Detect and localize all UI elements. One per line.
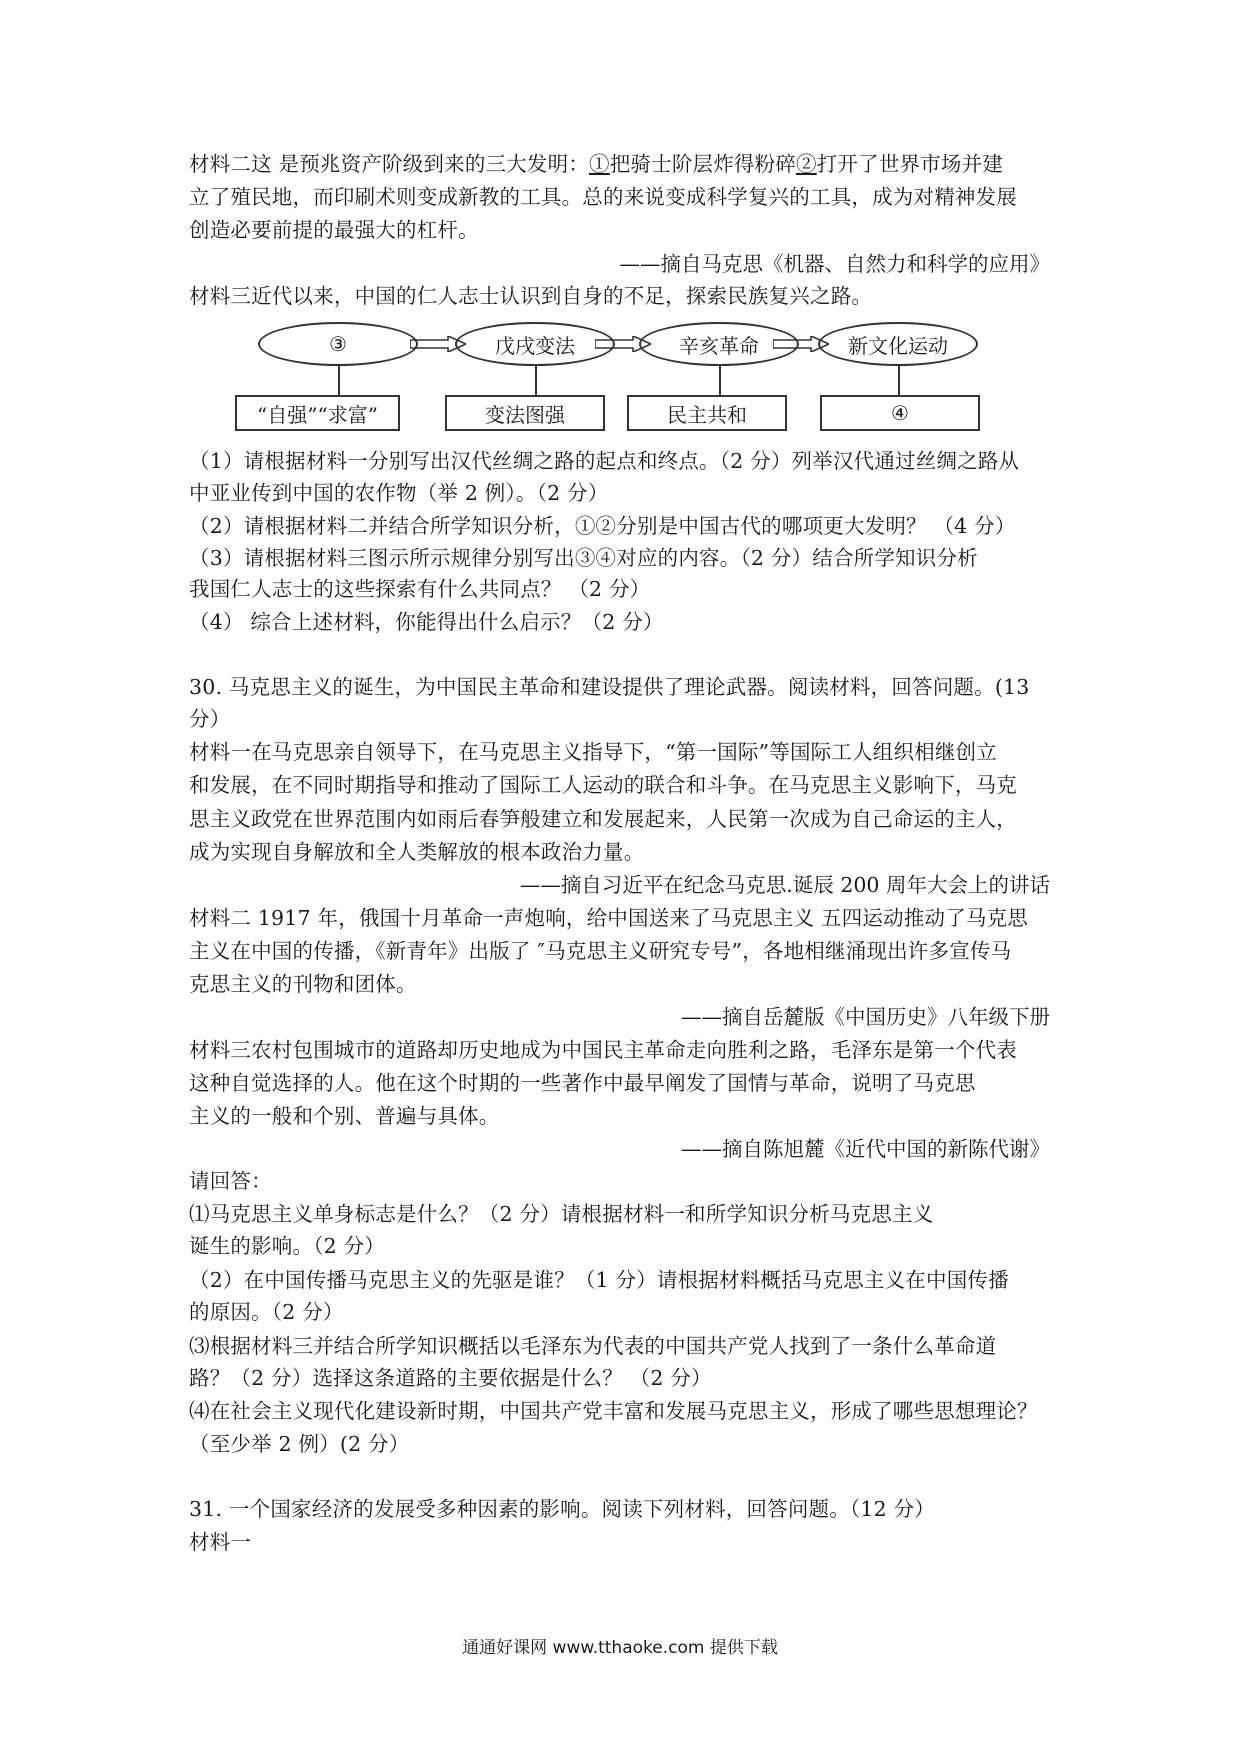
diagram-box-3: 民主共和 — [627, 395, 787, 431]
arrow-right-icon — [773, 336, 829, 352]
q30-material1-line2: 和发展，在不同时期指导和推动了国际工人运动的联合和斗争。在马克思主义影响下，马克 — [189, 773, 1017, 797]
diagram-connector — [898, 366, 900, 395]
arrow-right-icon — [595, 336, 651, 352]
q30-material2-line3: 克思主义的刊物和团体。 — [189, 972, 417, 996]
q30-material2-line2: 主义在中国的传播，《新青年》出版了 ″马克思主义研究专号”，各地相继涌现出许多宣传马 — [189, 939, 1012, 963]
q29-question1-line2: 中亚业传到中国的农作物（举 2 例）。（2 分） — [189, 481, 609, 505]
q29-material2-line1: 材料二这 是预兆资产阶级到来的三大发明：①把骑士阶层炸得粉碎②打开了世界市场并建 — [189, 152, 1004, 176]
q30-question3-line2: 路？（2 分）选择这条道路的主要依据是什么？ （2 分） — [189, 1366, 712, 1390]
q29-question4: （4） 综合上述材料，你能得出什么启示？（2 分） — [189, 610, 664, 634]
diagram-box-4: ④ — [820, 395, 980, 431]
q30-material1-source: ——摘自习近平在纪念马克思.诞辰 200 周年大会上的讲话 — [519, 873, 1050, 897]
q31-material1-label: 材料一 — [189, 1530, 252, 1554]
q29-question3-line2: 我国仁人志士的这些探索有什么共同点？ （2 分） — [189, 577, 651, 601]
q29-material2-line3: 创造必要前提的最强大的杠杆。 — [189, 218, 479, 242]
q30-material3-line1: 材料三农村包围城市的道路却历史地成为中国民主革命走向胜利之路，毛泽东是第一个代表 — [189, 1038, 1017, 1062]
q30-material3-source: ——摘自陈旭麓《近代中国的新陈代谢》 — [681, 1137, 1050, 1161]
q30-material3-line2: 这种自觉选择的人。他在这个时期的一些著作中最早阐发了国情与革命，说明了马克思 — [189, 1071, 976, 1095]
q30-material1-line3: 思主义政党在世界范围内如雨后春笋般建立和发展起来，人民第一次成为自己命运的主人， — [189, 807, 1017, 831]
page-footer: 通通好课网 www.tthaoke.com 提供下载 — [462, 1638, 778, 1658]
q30-question4-line1: ⑷在社会主义现代化建设新时期，中国共产党丰富和发展马克思主义，形成了哪些思想理论？ — [189, 1399, 1038, 1423]
q30-question4-line2: （至少举 2 例）(2 分） — [189, 1432, 410, 1456]
diagram-connector — [719, 366, 721, 395]
q29-material3-line1: 材料三近代以来，中国的仁人志士认识到自身的不足，探索民族复兴之路。 — [189, 284, 873, 308]
q31-title: 31. 一个国家经济的发展受多种因素的影响。阅读下列材料，回答问题。（12 分） — [189, 1497, 935, 1521]
q30-question3-line1: ⑶根据材料三并结合所学知识概括以毛泽东为代表的中国共产党人找到了一条什么革命道 — [189, 1334, 997, 1358]
diagram-box-1: “自强”“求富” — [235, 395, 400, 431]
exploration-flow-diagram — [255, 322, 985, 432]
q30-material3-line3: 主义的一般和个别、普遍与具体。 — [189, 1104, 500, 1128]
q30-question1-line1: ⑴马克思主义单身标志是什么？（2 分）请根据材料一和所学知识分析马克思主义 — [189, 1202, 934, 1226]
q29-question2: （2）请根据材料二并结合所学知识分析，①②分别是中国古代的哪项更大发明？ （4 分） — [189, 514, 1016, 538]
diagram-oval-1: ③ — [258, 322, 418, 366]
q30-ask-label: 请回答： — [189, 1169, 272, 1193]
q30-title-line2: 分） — [189, 707, 231, 731]
q30-material2-line1: 材料二 1917 年，俄国十月革命一声炮响，给中国送来了马克思主义 五四运动推动了马克思 — [189, 906, 1029, 930]
diagram-oval-4: 新文化运动 — [818, 322, 978, 366]
q30-title-line1: 30. 马克思主义的诞生，为中国民主革命和建设提供了理论武器。阅读材料，回答问题。(13 — [189, 675, 1030, 699]
diagram-box-2: 变法图强 — [445, 395, 605, 431]
diagram-oval-3: 辛亥革命 — [639, 322, 799, 366]
q29-material2-source: ——摘自马克思《机器、自然力和科学的应用》 — [619, 252, 1050, 276]
q30-material2-source: ——摘自岳麓版《中国历史》八年级下册 — [681, 1005, 1050, 1029]
diagram-connector — [338, 366, 340, 395]
diagram-oval-2: 戊戌变法 — [455, 322, 615, 366]
q30-question1-line2: 诞生的影响。（2 分） — [189, 1234, 386, 1258]
q30-material1-line1: 材料一在马克思亲自领导下，在马克思主义指导下，“第一国际”等国际工人组织相继创立 — [189, 740, 997, 764]
arrow-right-icon — [410, 336, 466, 352]
q30-material1-line4: 成为实现自身解放和全人类解放的根本政治力量。 — [189, 840, 645, 864]
q30-question2-line1: （2）在中国传播马克思主义的先驱是谁？（1 分）请根据材料概括马克思主义在中国传播 — [189, 1268, 1009, 1292]
q29-material2-line2: 立了殖民地，而印刷术则变成新教的工具。总的来说变成科学复兴的工具，成为对精神发展 — [189, 185, 1017, 209]
q29-question3-line1: （3）请根据材料三图示所示规律分别写出③④对应的内容。（2 分）结合所学知识分析 — [189, 546, 978, 570]
diagram-connector — [535, 366, 537, 395]
q30-question2-line2: 的原因。（2 分） — [189, 1300, 344, 1324]
q29-question1-line1: （1）请根据材料一分别写出汉代丝绸之路的起点和终点。（2 分）列举汉代通过丝绸之路从 — [189, 449, 1020, 473]
